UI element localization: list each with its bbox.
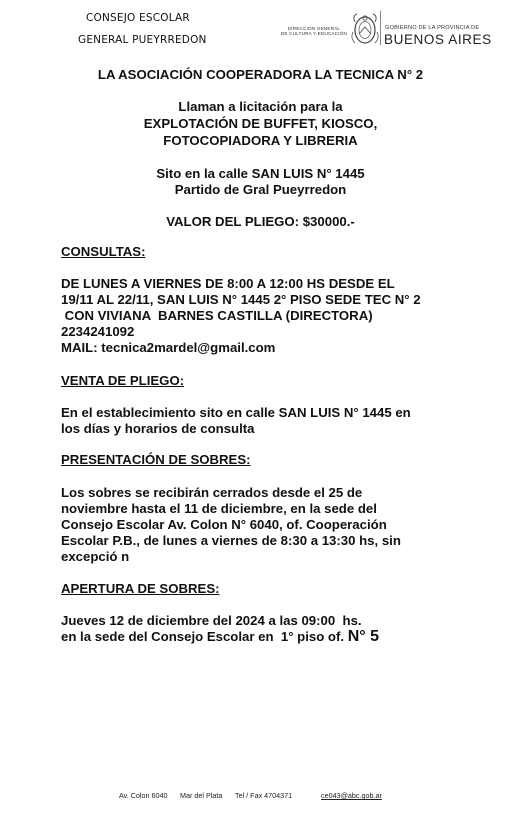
footer-city: Mar del Plata <box>180 791 223 800</box>
apertura-line2 <box>61 629 379 645</box>
intro-line3: FOTOCOPIADORA Y LIBRERIA <box>163 133 358 148</box>
consultas-phone: 2234241092 <box>61 324 135 339</box>
council-name-line1: CONSEJO ESCOLAR <box>86 12 190 24</box>
location-line1: Sito en la calle SAN LUIS N° 1445 <box>156 166 365 181</box>
consultas-line: 19/11 AL 22/11, SAN LUIS N° 1445 2° PISO SEDE TEC N° 2 <box>61 292 421 307</box>
council-name-line2: GENERAL PUEYRREDON <box>78 34 207 46</box>
venta-heading: VENTA DE PLIEGO: <box>61 373 185 388</box>
dgce-logo-text <box>278 26 350 36</box>
presentacion-line: Los sobres se recibirán cerrados desde el 25 de <box>61 485 363 500</box>
coat-of-arms-icon <box>350 12 380 46</box>
presentacion-line: Escolar P.B., de lunes a viernes de 8:30 a 13:30 hs, sin <box>61 533 401 548</box>
consultas-line: CON VIVIANA BARNES CASTILLA (DIRECTORA) <box>61 308 373 323</box>
intro-line2: EXPLOTACIÓN DE BUFFET, KIOSCO, <box>143 116 378 131</box>
dgce-line2: DE CULTURA Y EDUCACIÓN <box>280 31 348 36</box>
footer-address: Av. Colon 6040 <box>119 791 168 800</box>
consultas-line: DE LUNES A VIERNES DE 8:00 A 12:00 HS DESDE EL <box>61 276 395 291</box>
consultas-mail: MAIL: tecnica2mardel@gmail.com <box>61 340 276 355</box>
apertura-line2-text: en la sede del Consejo Escolar en 1° piso of. <box>61 629 348 644</box>
footer-email-link[interactable]: ce043@abc.gob.ar <box>321 791 382 800</box>
venta-line: En el establecimiento sito en calle SAN LUIS N° 1445 en <box>61 405 411 420</box>
presentacion-line: excepció n <box>61 549 130 564</box>
dgce-line1: DIRECCIÓN GENERAL <box>287 26 341 31</box>
consultas-heading: CONSULTAS: <box>61 244 146 259</box>
presentacion-line: Consejo Escolar Av. Colon N° 6040, of. Cooperación <box>61 517 387 532</box>
gob-big: BUENOS AIRES <box>384 32 492 47</box>
presentacion-heading: PRESENTACIÓN DE SOBRES: <box>61 452 251 467</box>
apertura-heading: APERTURA DE SOBRES: <box>61 581 220 596</box>
venta-line: los días y horarios de consulta <box>61 421 255 436</box>
header-divider <box>380 11 381 45</box>
apertura-office-number: N° 5 <box>347 628 379 645</box>
valor-del-pliego: VALOR DEL PLIEGO: $30000.- <box>166 214 355 229</box>
footer-phone: Tel / Fax 4704371 <box>235 791 293 800</box>
page-title: LA ASOCIACIÓN COOPERADORA LA TECNICA N° 2 <box>97 67 424 82</box>
gob-line: GOBIERNO DE LA PROVINCIA DE <box>385 25 480 31</box>
apertura-line1: Jueves 12 de diciembre del 2024 a las 09:00 hs. <box>61 613 362 628</box>
presentacion-line: noviembre hasta el 11 de diciembre, en la sede del <box>61 501 377 516</box>
intro-line1: Llaman a licitación para la <box>178 99 343 114</box>
location-line2: Partido de Gral Pueyrredon <box>174 182 347 197</box>
